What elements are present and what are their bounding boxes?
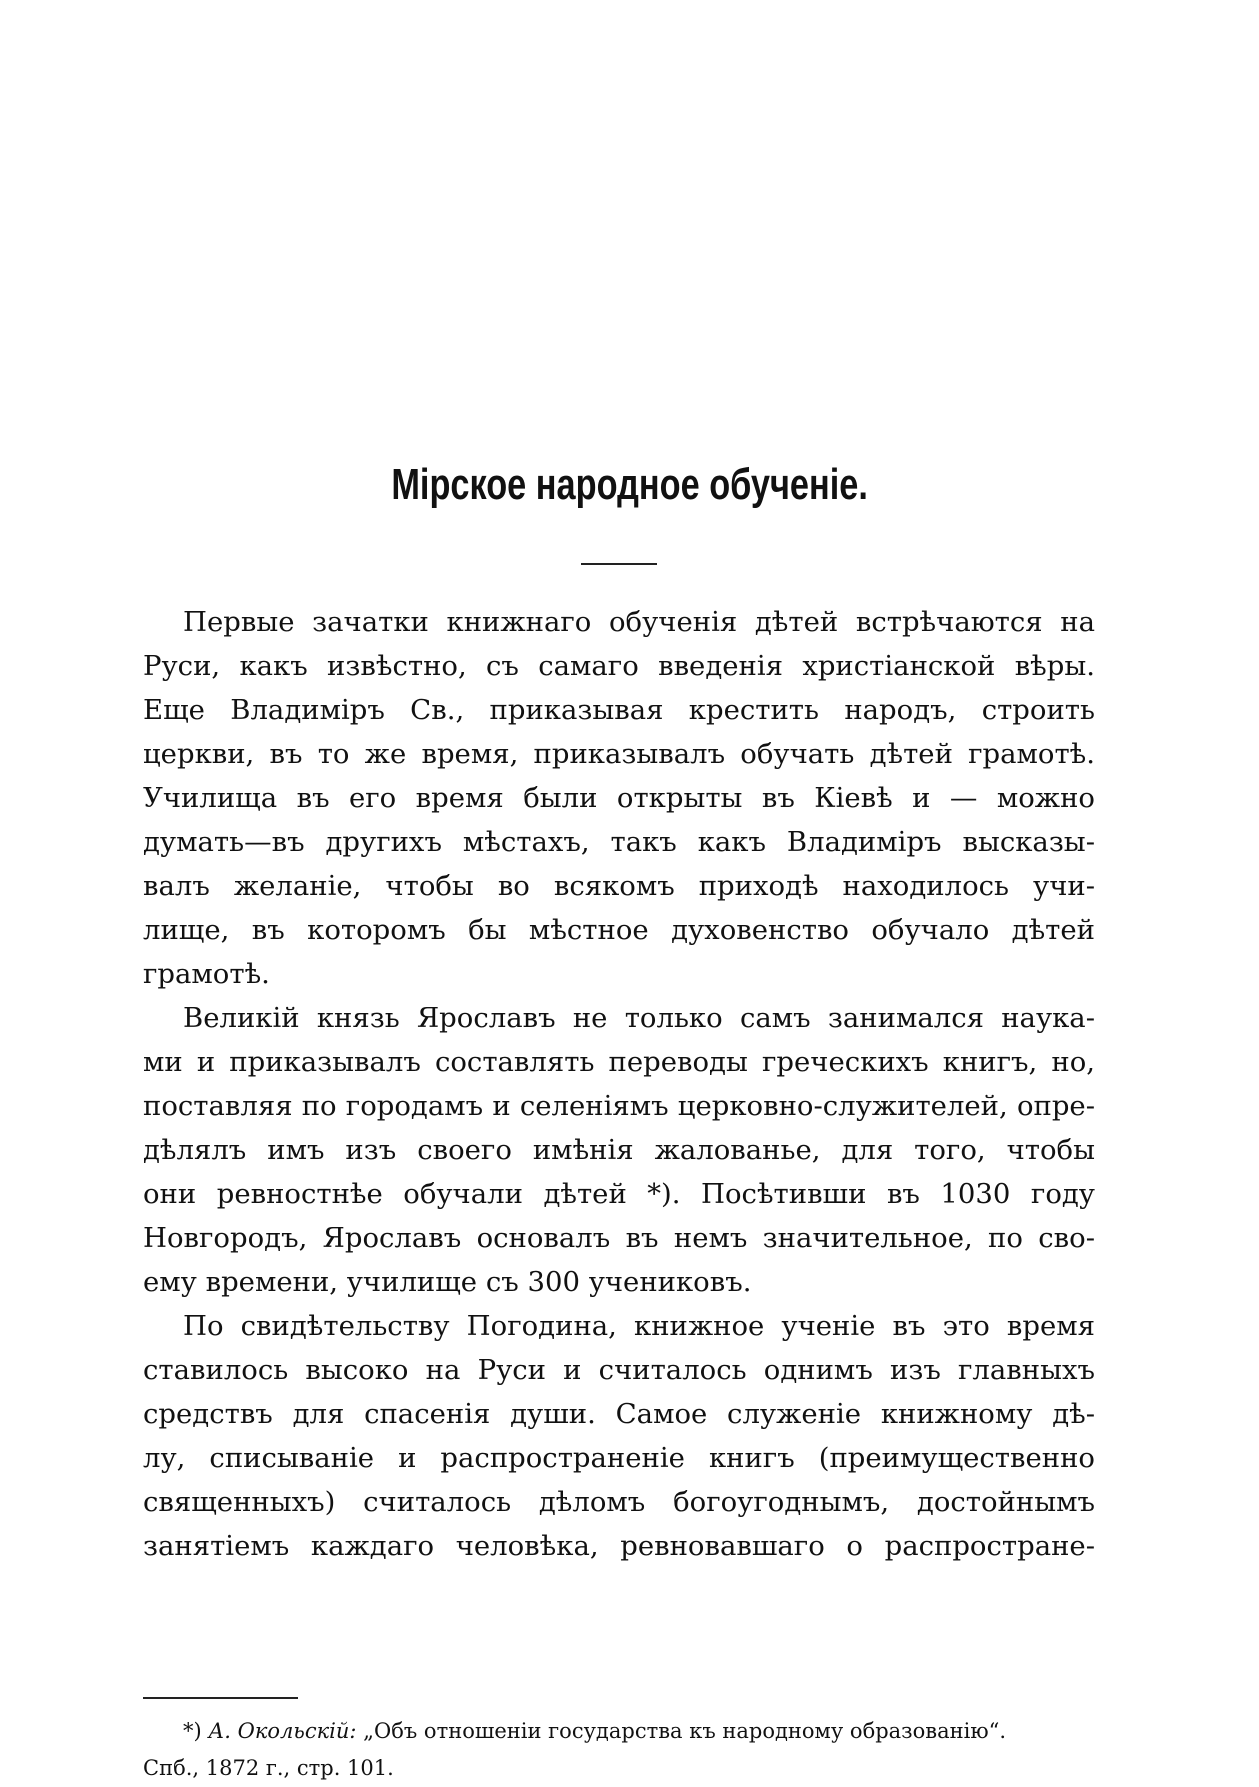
text-line: грамотѣ. — [143, 958, 270, 990]
text-line: Училища въ его время были открыты въ Кіевѣ и — можно — [143, 782, 1095, 814]
footnote — [143, 1713, 1095, 1787]
footnote-line: Спб., 1872 г., стр. 101. — [143, 1756, 394, 1780]
footnote-divider — [143, 1697, 298, 1699]
footnote-marker: *) — [183, 1719, 202, 1743]
text-line: средствъ для спасенія души. Самое служеніе книжному дѣ- — [143, 1398, 1095, 1430]
text-line: они ревностнѣе обучали дѣтей *). Посѣтивши въ 1030 году — [143, 1178, 1095, 1210]
text-line: валъ желаніе, чтобы во всякомъ приходѣ находилось учи- — [143, 870, 1095, 902]
text-line: По свидѣтельству Погодина, книжное ученіе въ это время — [183, 1310, 1095, 1342]
footnote-line — [143, 1713, 1095, 1750]
footnote-author: А. Окольскій: — [208, 1719, 357, 1743]
text-line: поставляя по городамъ и селеніямъ церковно-служителей, опре- — [143, 1090, 1095, 1122]
chapter-title: Мірское народное обученіе. — [391, 460, 868, 509]
text-line: ми и приказывалъ составлять переводы греческихъ книгъ, но, — [143, 1046, 1095, 1078]
text-line: дѣлялъ имъ изъ своего имѣнія жалованье, для того, чтобы — [143, 1134, 1095, 1166]
text-line: Первые зачатки книжнаго обученія дѣтей встрѣчаются на — [183, 606, 1095, 638]
text-line: Новгородъ, Ярославъ основалъ въ немъ значительное, по сво- — [143, 1222, 1095, 1254]
text-line: Еще Владиміръ Св., приказывая крестить народъ, строить — [143, 694, 1095, 726]
text-line: церкви, въ то же время, приказывалъ обучать дѣтей грамотѣ. — [143, 738, 1095, 770]
text-line: лу, списываніе и распространеніе книгъ (преимущественно — [143, 1442, 1095, 1474]
text-line: думать—въ другихъ мѣстахъ, такъ какъ Владиміръ высказы- — [143, 826, 1095, 858]
text-line: ставилось высоко на Руси и считалось однимъ изъ главныхъ — [143, 1354, 1095, 1386]
body-text — [143, 600, 1095, 1568]
text-line: лище, въ которомъ бы мѣстное духовенство обучало дѣтей — [143, 914, 1095, 946]
text-line: Руси, какъ извѣстно, съ самаго введенія христіанской вѣры. — [143, 650, 1095, 682]
title-divider — [581, 563, 657, 565]
text-line: ему времени, училище съ 300 учениковъ. — [143, 1266, 752, 1298]
footnote-title: „Объ отношеніи государства къ народному образованію“. — [363, 1719, 1007, 1743]
text-line: священныхъ) считалось дѣломъ богоугоднымъ, достойнымъ — [143, 1486, 1095, 1518]
text-line: Великій князь Ярославъ не только самъ занимался наука- — [183, 1002, 1095, 1034]
text-line: занятіемъ каждаго человѣка, ревновавшаго о распростране- — [143, 1530, 1095, 1562]
